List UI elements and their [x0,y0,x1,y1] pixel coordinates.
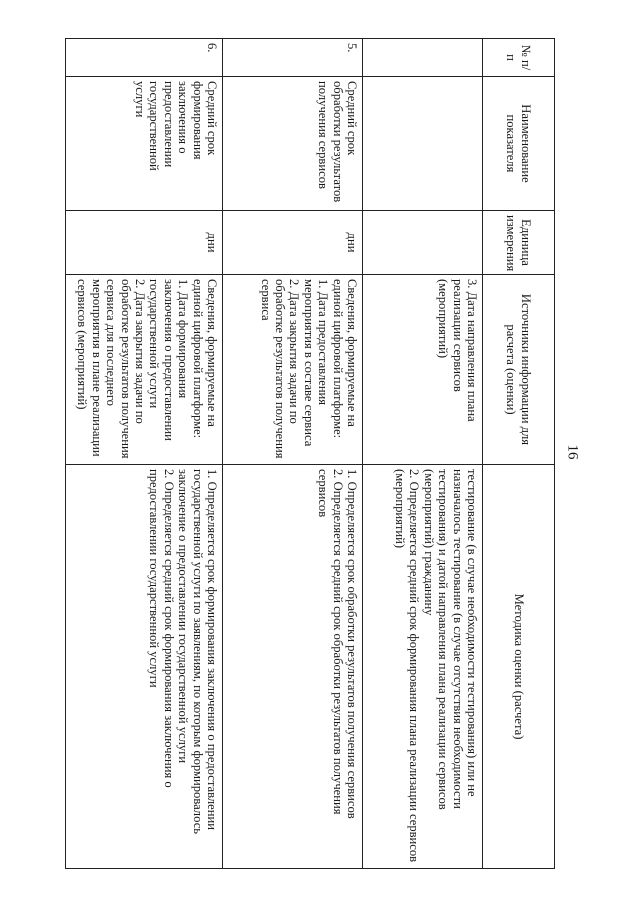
table-row [66,39,223,869]
method-line: 2. Определяется средний срок формирования заключения о предоставлении государственной услуги [147,469,176,788]
source-line: 2. Дата закрытия задачи по обработке результатов получения сервиса для последнего мероприятия в плане реализации сервисов (мероприятий) [75,279,147,459]
table-row [223,39,363,869]
header-name: Наименование показателя [483,77,555,211]
row-num: 5. [223,39,363,77]
source-line: Сведения, формируемые на единой цифровой платформе: [190,279,219,439]
header-method: Методика оценки (расчета) [483,465,555,869]
rotated-table-container [65,38,555,868]
row-method [223,465,363,869]
indicators-table [65,38,555,869]
row-source [223,275,363,465]
method-line: тестирование (в случае необходимости тестирования) или не назначалось тестирование (в случае отсутствия необходимости тестирования) и датой направления плана реализации сервисов (мероприятий) гражданину [421,469,479,810]
header-unit: Единица измерения [483,211,555,275]
table-row [363,39,483,869]
source-line: 1. Дата предоставления мероприятия в составе сервиса [301,279,331,447]
source-line: 2. Дата закрытия задачи по обработке результатов получения сервиса [258,279,302,459]
method-line: 2. Определяется средний срок формирования плана реализации сервисов (мероприятий) [392,469,422,863]
row-unit: дни [66,211,223,275]
source-line: 3. Дата направления плана реализации сервисов (мероприятий) [436,279,479,422]
row-name: Средний срок обработки результатов получения сервисов [223,77,363,211]
row-unit [363,211,483,275]
method-line: 1. Определяется срок формирования заключения о предоставлении государственной услуги по заявлениям, по которым формировалось заключение о предоставлении государственной услуги [176,469,219,835]
row-method [66,465,223,869]
header-source: Источники информации для расчета (оценки) [483,275,555,465]
header-num: № п/п [483,39,555,77]
source-line: Сведения, формируемые на единой цифровой платформе: [330,279,359,439]
row-method [363,465,483,869]
method-line: 2. Определяется средний срок обработки результатов получения сервисов [316,469,345,815]
row-name: Средний срок формирования заключения о предоставлении государственной услуги [66,77,223,211]
row-name [363,77,483,211]
method-line: 1. Определяется срок обработки результатов получения сервисов [345,469,359,819]
header-row [483,39,555,869]
source-line: 1. Дата формирования заключения о предоставлении государственной услуги [147,279,191,441]
row-source [363,275,483,465]
row-source [66,275,223,465]
row-unit: дни [223,211,363,275]
row-num [363,39,483,77]
row-num: 6. [66,39,223,77]
page-number: 16 [564,444,581,460]
